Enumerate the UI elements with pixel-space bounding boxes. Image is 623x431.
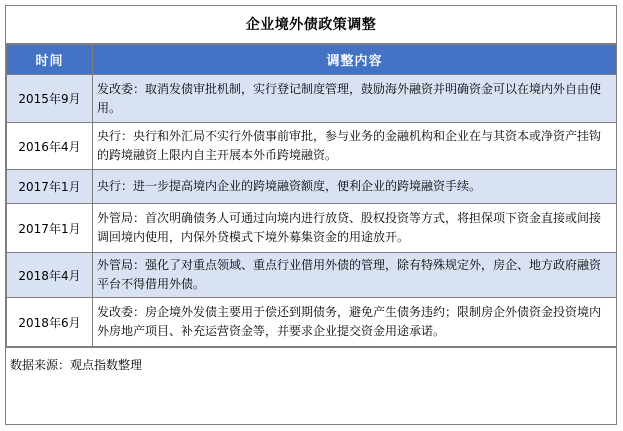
- header-content: 调整内容: [93, 45, 617, 75]
- table-row: [7, 75, 617, 123]
- row-content: 央行：进一步提高境内企业的跨境融资额度，便利企业的跨境融资手续。: [93, 170, 617, 204]
- row-content: 央行：央行和外汇局不实行外债事前审批，参与业务的金融机构和企业在与其资本或净资产挂钩的跨境融资上限内自主开展本外币跨境融资。: [93, 123, 617, 170]
- row-date: 2017年1月: [7, 204, 93, 253]
- row-date: 2015年9月: [7, 75, 93, 123]
- policy-table: [6, 44, 617, 347]
- row-content: 发改委：房企境外发债主要用于偿还到期债务，避免产生债务违约；限制房企外债资金投资境内外房地产项目、补充运营资金等，并要求企业提交资金用途承诺。: [93, 298, 617, 347]
- row-content: 发改委：取消发债审批机制，实行登记制度管理，鼓励海外融资并明确资金可以在境内外自由使用。: [93, 75, 617, 123]
- policy-table-card: [5, 5, 617, 425]
- table-title: 企业境外债政策调整: [6, 6, 616, 44]
- data-source-note: 数据来源：观点指数整理: [6, 347, 616, 382]
- table-row: [7, 170, 617, 204]
- table-row: [7, 298, 617, 347]
- row-date: 2016年4月: [7, 123, 93, 170]
- row-content: 外管局：首次明确债务人可通过向境内进行放贷、股权投资等方式，将担保项下资金直接或间接调回境内使用，内保外贷模式下境外募集资金的用途放开。: [93, 204, 617, 253]
- table-header-row: [7, 45, 617, 75]
- row-date: 2017年1月: [7, 170, 93, 204]
- table-row: [7, 123, 617, 170]
- row-date: 2018年4月: [7, 253, 93, 298]
- header-time: 时间: [7, 45, 93, 75]
- table-row: [7, 204, 617, 253]
- table-row: [7, 253, 617, 298]
- row-content: 外管局：强化了对重点领域、重点行业借用外债的管理，除有特殊规定外，房企、地方政府融资平台不得借用外债。: [93, 253, 617, 298]
- row-date: 2018年6月: [7, 298, 93, 347]
